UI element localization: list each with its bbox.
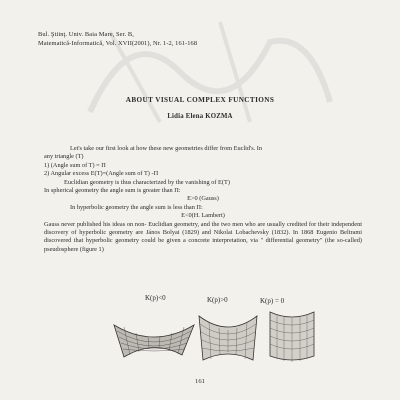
formula: E<0(H. Lambert) [181, 212, 225, 220]
list-item: 2) Angular excess E(T)=(Angle sum of T) -Π [44, 170, 159, 178]
figure-label-positive-curvature: K(p)>0 [207, 296, 228, 304]
article-body [44, 145, 362, 254]
saddle-surface-figure [195, 308, 261, 364]
body-line: In spherical geometry the angle sum is greater than Π: [44, 187, 181, 195]
body-line: Euclidian geometry is thus characterized by the vanishing of E(T) [64, 178, 230, 186]
article-author: Lidia Elena KOZMA [167, 113, 233, 120]
figure-label-zero-curvature: K(p) = 0 [260, 297, 285, 305]
body-line: any triangle (T) [44, 153, 84, 161]
cylindrical-surface-figure [262, 306, 322, 366]
page-number: 161 [195, 378, 205, 385]
figure-label-negative-curvature: K(p)<0 [145, 294, 166, 302]
body-line: In hyperbolic geometry the angle sum is less than Π: [70, 203, 203, 211]
journal-line-2: Matematică-Informatică, Vol. XVII(2001), Nr. 1-2, 161-168 [38, 40, 198, 47]
body-paragraph: Gauss never published his ideas on non- Euclidian geometry, and the two men who are usually credited for their independent discovery of hyperbolic geometry are János Bolyai (1829) and Nikolai Lobachevsky (1832). In 1868 Eugenio Beltrami discovered that hyperbolic geometry could be given a concrete interpretation, via " differential geometry" (the so-called) pseudosphere (figure 1) [44, 220, 362, 253]
saddle-surface-figure [112, 305, 196, 365]
list-item: 1) (Angle sum of T) = Π [44, 161, 106, 169]
formula: E>0 (Gauss) [187, 195, 219, 203]
article-title: ABOUT VISUAL COMPLEX FUNCTIONS [125, 96, 275, 104]
journal-line-1: Bul. Ştiinţ. Univ. Baia Mare, Ser. B, [38, 31, 134, 38]
journal-citation [38, 30, 338, 48]
body-line: Let's take our first look at how these new geometries differ from Euclid's. In [70, 145, 263, 152]
